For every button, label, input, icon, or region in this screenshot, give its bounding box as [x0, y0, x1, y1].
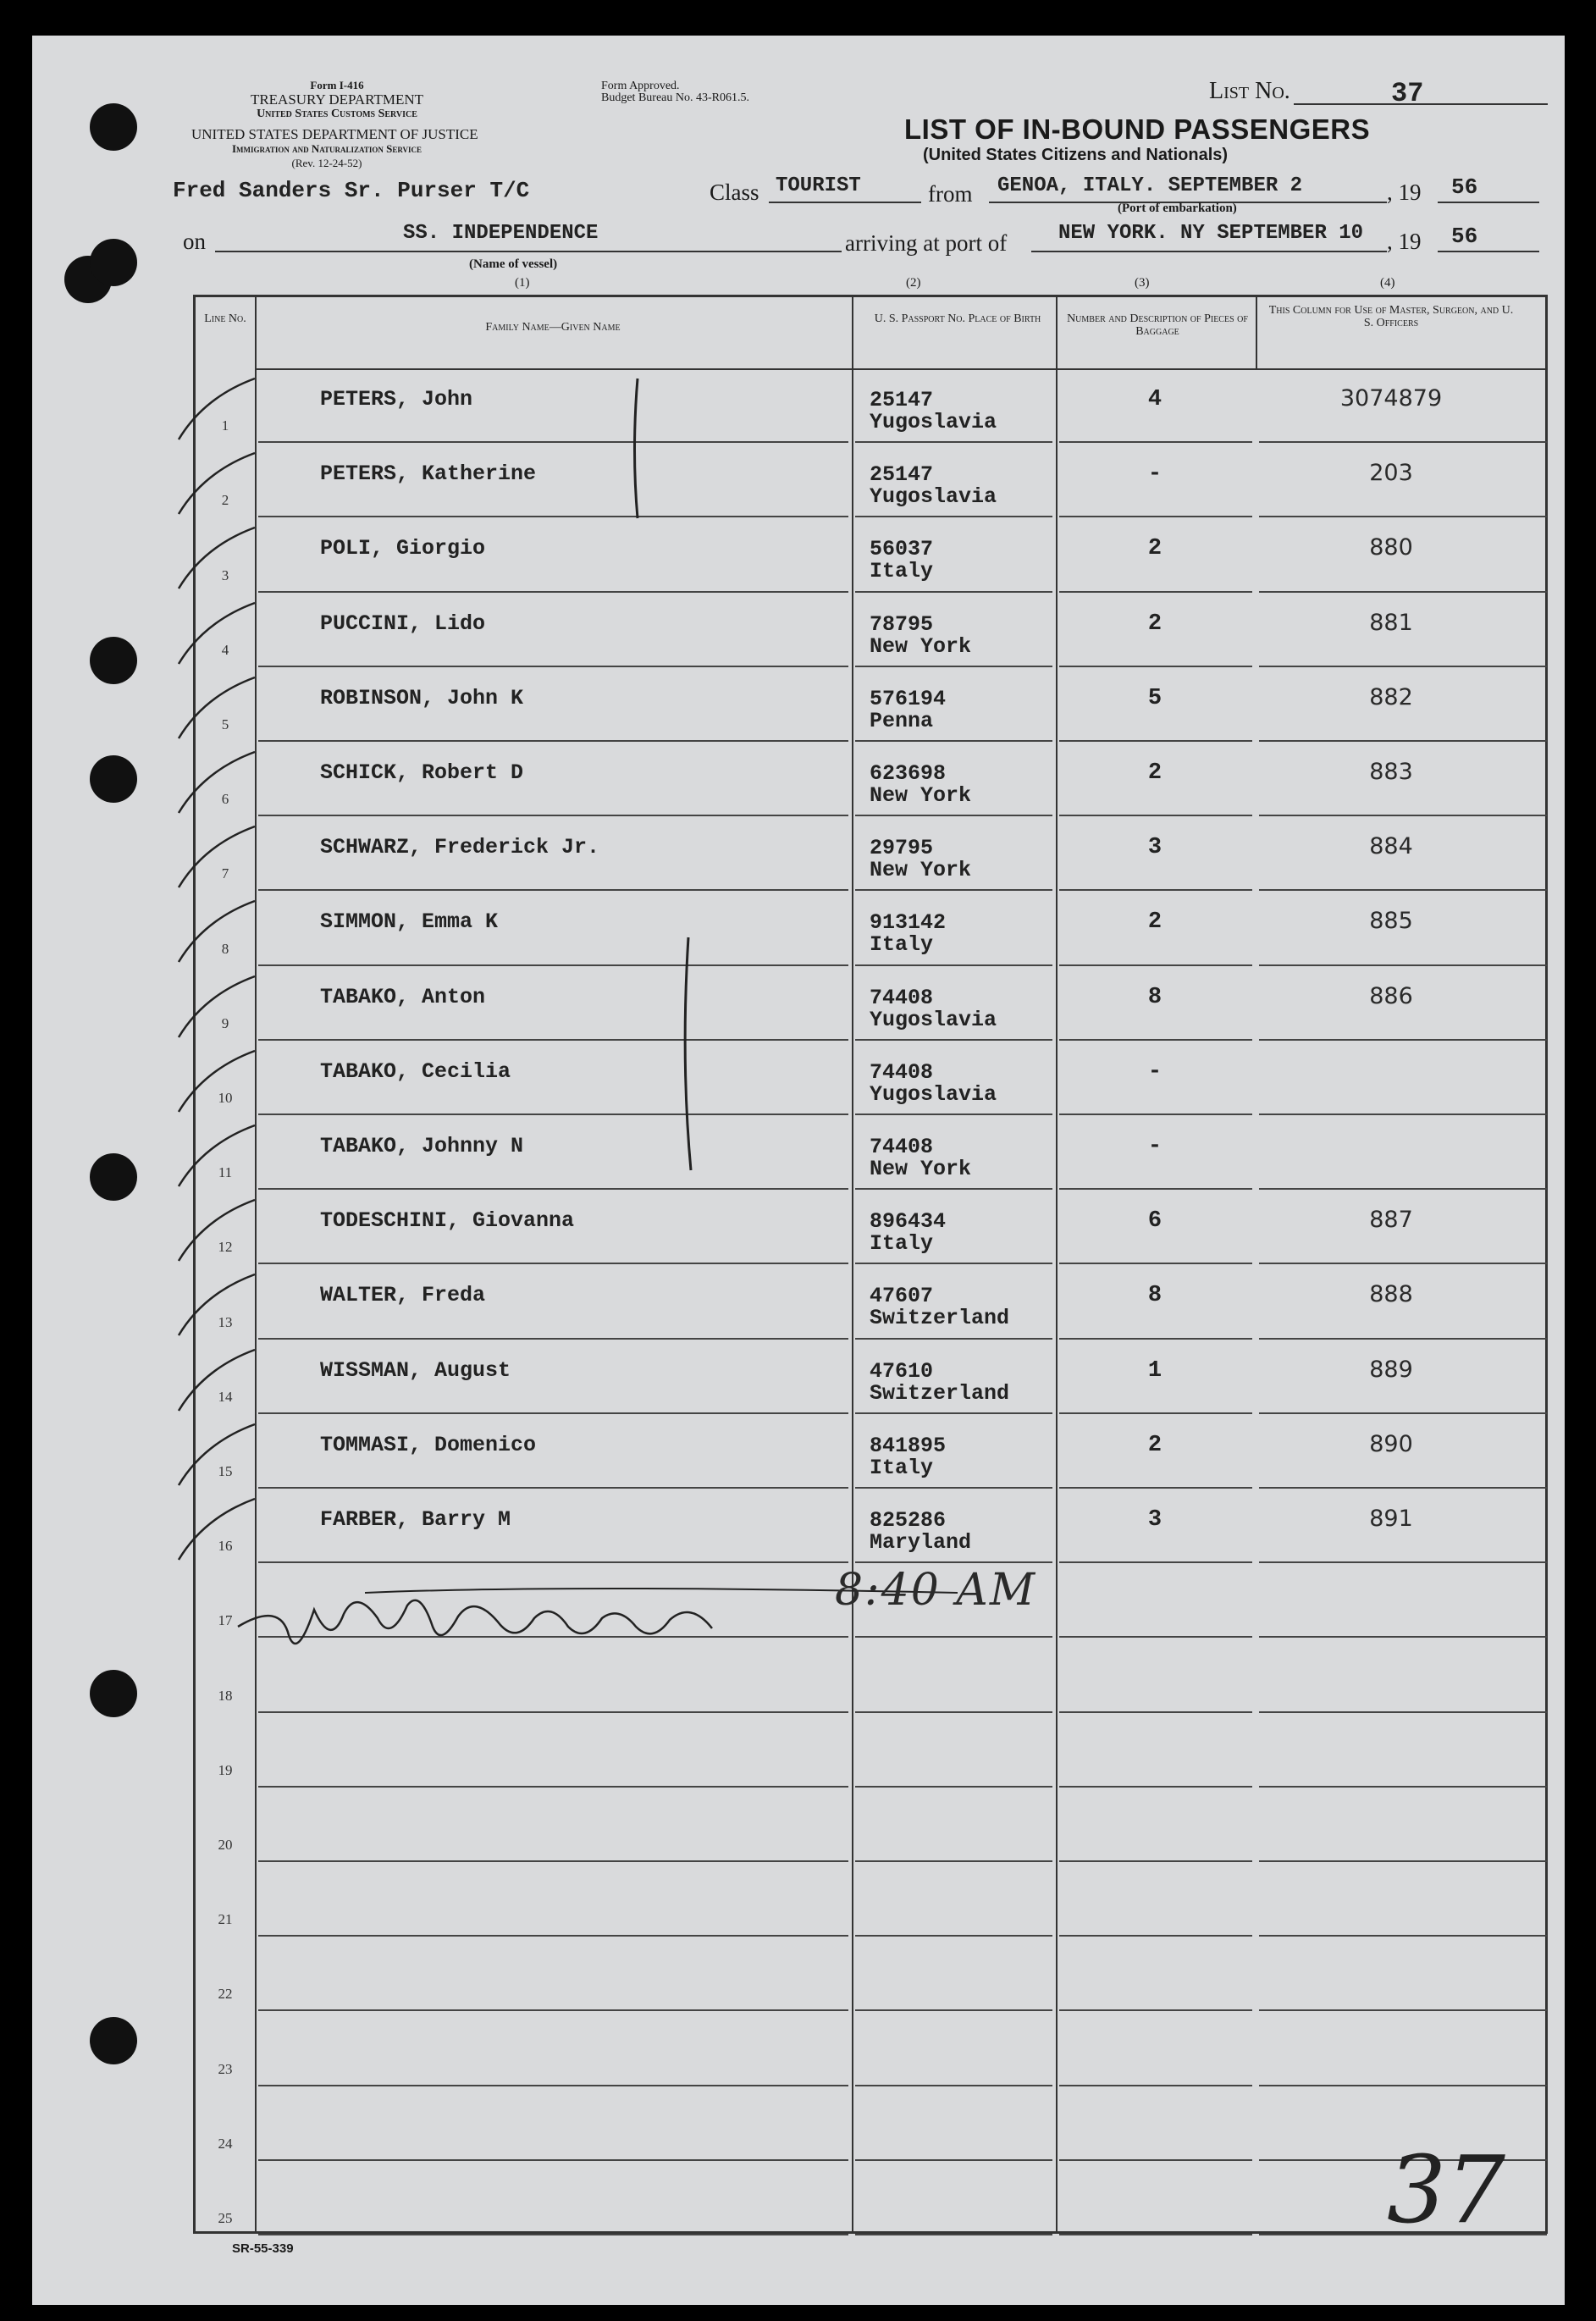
header-passport: U. S. Passport No. Place of Birth	[874, 312, 1041, 325]
binder-hole	[90, 1670, 137, 1717]
binder-hole	[90, 637, 137, 684]
passport-number: 841895	[870, 1433, 947, 1458]
passport-number: 74408	[870, 1059, 934, 1085]
justice-department: UNITED STATES DEPARTMENT OF JUSTICE	[191, 126, 478, 142]
officer-note: 882	[1369, 683, 1413, 710]
baggage-count: -	[1147, 461, 1162, 488]
passport-cell	[870, 464, 997, 508]
column-number-2: (2)	[906, 276, 921, 290]
birthplace: New York	[870, 783, 972, 808]
baggage-count: 2	[1147, 1432, 1162, 1458]
birthplace: Yugoslavia	[870, 1007, 997, 1032]
binder-hole	[90, 103, 137, 151]
vertical-bracket-mark	[625, 374, 650, 527]
baggage-count: 5	[1147, 685, 1162, 711]
passenger-name: TABAKO, Johnny N	[320, 1134, 524, 1158]
passport-cell	[870, 837, 971, 881]
table-row	[196, 1713, 1545, 1788]
vertical-bracket-mark	[676, 933, 701, 1179]
officer-note: 203	[1369, 460, 1413, 487]
table-row	[196, 2086, 1545, 2161]
form-approved: Form Approved.	[601, 80, 680, 92]
passenger-name: TABAKO, Anton	[320, 984, 486, 1009]
table-row	[196, 816, 1545, 891]
birthplace: Yugoslavia	[870, 484, 997, 510]
row-rule	[855, 2234, 1052, 2235]
passport-number: 56037	[870, 537, 934, 562]
table-row	[196, 667, 1545, 742]
table-row	[196, 742, 1545, 816]
table-row	[196, 443, 1545, 517]
birthplace: Yugoslavia	[870, 410, 997, 434]
table-row	[196, 593, 1545, 667]
header-family-name: Family Name—Given Name	[485, 321, 621, 334]
officer-note: 3074879	[1339, 385, 1443, 412]
table-row	[196, 1190, 1545, 1264]
passport-cell	[870, 1358, 1010, 1406]
list-no-value: 37	[1391, 78, 1424, 109]
check-mark	[170, 745, 263, 820]
column-number-1: (1)	[515, 276, 530, 290]
table-row	[196, 1264, 1545, 1339]
passenger-name: PETERS, Katherine	[320, 461, 537, 487]
customs-service: United States Customs Service	[257, 108, 417, 120]
passport-cell	[870, 1285, 1009, 1329]
baggage-count: 3	[1147, 835, 1162, 861]
passport-number: 913142	[870, 910, 947, 936]
passenger-name: SCHWARZ, Frederick Jr.	[320, 835, 600, 860]
table-row	[196, 2161, 1545, 2235]
vessel-name: SS. INDEPENDENCE	[403, 222, 599, 245]
birthplace: Switzerland	[870, 1306, 1010, 1331]
officer-note: 888	[1369, 1281, 1413, 1308]
header-line-no: Line No.	[204, 312, 246, 325]
passport-cell	[870, 1435, 946, 1479]
passport-cell	[870, 1510, 971, 1554]
check-mark	[170, 1343, 263, 1417]
officer-note: 886	[1369, 982, 1413, 1009]
officer-note: 890	[1369, 1430, 1413, 1457]
check-mark	[170, 1417, 263, 1492]
line-number: 11	[218, 1164, 233, 1181]
table-row	[196, 1340, 1545, 1414]
line-number: 4	[221, 641, 229, 658]
passenger-table	[193, 295, 1548, 2234]
line-number: 10	[218, 1089, 233, 1106]
header-officers: This Column for Use of Master, Surgeon, and U. S. Officers	[1268, 304, 1514, 329]
footer-form-code: SR-55-339	[232, 2241, 294, 2256]
arrival-year-prefix: , 19	[1387, 229, 1422, 254]
passenger-name: WISSMAN, August	[320, 1357, 511, 1383]
passport-number: 74408	[870, 985, 934, 1010]
check-mark	[170, 1492, 263, 1567]
check-mark	[170, 521, 263, 595]
baggage-count: -	[1147, 1058, 1162, 1085]
budget-bureau: Budget Bureau No. 43-R061.5.	[601, 91, 749, 104]
row-rule	[1059, 2234, 1252, 2235]
page-title: LIST OF IN-BOUND PASSENGERS	[904, 113, 1371, 145]
column-number-4: (4)	[1380, 276, 1395, 290]
line-number: 17	[218, 1612, 233, 1629]
column-number-3: (3)	[1135, 276, 1150, 290]
check-mark	[170, 1193, 263, 1268]
baggage-count: 3	[1147, 1507, 1162, 1533]
line-number: 14	[218, 1388, 233, 1405]
officer-note: 881	[1369, 609, 1413, 636]
birthplace: New York	[870, 1157, 972, 1181]
passenger-name: PUCCINI, Lido	[320, 611, 486, 636]
line-number: 16	[218, 1538, 233, 1555]
passport-number: 74408	[870, 1135, 934, 1159]
time-note: 8:40 AM	[835, 1565, 1037, 1616]
line-number: 3	[221, 566, 229, 583]
officer-note: 883	[1369, 759, 1413, 785]
binder-hole	[90, 1153, 137, 1201]
line-number: 6	[221, 791, 229, 808]
table-row	[196, 1414, 1545, 1489]
check-mark	[170, 1044, 263, 1119]
birthplace: New York	[870, 633, 972, 659]
passport-cell	[870, 1136, 971, 1180]
passport-cell	[870, 987, 997, 1031]
baggage-count: 8	[1147, 984, 1162, 1010]
passport-number: 25147	[870, 462, 934, 488]
line-number: 21	[218, 1911, 233, 1928]
officer-note: 889	[1369, 1356, 1413, 1383]
header-agency-block	[185, 78, 489, 121]
line-number: 20	[218, 1836, 233, 1853]
officer-note: 880	[1369, 534, 1413, 561]
passenger-name: SCHICK, Robert D	[320, 760, 524, 785]
table-row	[196, 1862, 1545, 1937]
table-row	[196, 368, 1545, 443]
baggage-count: 2	[1147, 909, 1162, 936]
table-row	[196, 2011, 1545, 2086]
embarkation-value: GENOA, ITALY. SEPTEMBER 2	[997, 174, 1303, 197]
check-mark	[170, 372, 263, 446]
col-divider	[1256, 297, 1257, 368]
baggage-count: 8	[1147, 1283, 1162, 1309]
page-subtitle: (United States Citizens and Nationals)	[923, 146, 1229, 164]
baggage-count: 2	[1147, 611, 1162, 637]
baggage-count: 4	[1147, 387, 1162, 412]
passport-number: 47610	[870, 1358, 934, 1384]
passenger-name: TABAKO, Cecilia	[320, 1058, 511, 1084]
arrival-year: 56	[1451, 224, 1478, 249]
passport-number: 78795	[870, 611, 934, 637]
ins-service: Immigration and Naturalization Service	[231, 142, 422, 155]
table-row	[196, 1489, 1545, 1563]
manifest-page	[32, 36, 1565, 2305]
birthplace: Italy	[870, 559, 934, 584]
list-no-label: List No.	[1209, 78, 1290, 104]
passport-number: 576194	[870, 686, 947, 711]
check-mark	[170, 671, 263, 745]
table-row	[196, 891, 1545, 965]
row-rule	[258, 2234, 848, 2235]
officer-note: 884	[1369, 833, 1413, 860]
line-number: 9	[221, 1014, 229, 1031]
check-mark	[170, 1268, 263, 1342]
binder-hole	[90, 239, 137, 286]
line-number: 15	[218, 1462, 233, 1479]
line-number: 19	[218, 1761, 233, 1778]
baggage-count: 1	[1147, 1357, 1162, 1384]
line-number: 12	[218, 1239, 233, 1256]
line-number: 13	[218, 1313, 233, 1330]
binder-hole	[90, 2017, 137, 2064]
baggage-count: -	[1147, 1134, 1162, 1159]
passport-cell	[870, 763, 971, 807]
on-label: on	[183, 229, 206, 254]
birthplace: Italy	[870, 1231, 934, 1257]
passport-cell	[870, 688, 946, 732]
passenger-name: FARBER, Barry M	[320, 1507, 511, 1532]
check-mark	[170, 1119, 263, 1193]
form-id: Form I-416	[310, 79, 364, 91]
passenger-name: TODESCHINI, Giovanna	[320, 1208, 575, 1234]
purser-name: Fred Sanders Sr. Purser T/C	[173, 178, 530, 203]
table-row	[196, 966, 1545, 1041]
officer-note: 885	[1369, 908, 1413, 935]
passenger-name: POLI, Giorgio	[320, 536, 486, 561]
check-mark	[170, 446, 263, 521]
passenger-name: TOMMASI, Domenico	[320, 1432, 537, 1457]
passport-cell	[870, 390, 997, 434]
baggage-count: 2	[1147, 536, 1162, 562]
passport-number: 825286	[870, 1508, 947, 1533]
officer-note: 887	[1369, 1207, 1413, 1234]
line-number: 1	[221, 417, 229, 434]
treasury-department: TREASURY DEPARTMENT	[250, 91, 424, 108]
line-number: 23	[218, 2060, 233, 2077]
passenger-name: PETERS, John	[320, 387, 473, 412]
line-number: 8	[221, 940, 229, 957]
passport-number: 47607	[870, 1284, 934, 1309]
from-year: 56	[1451, 174, 1478, 200]
table-row	[196, 1937, 1545, 2011]
form-revision: (Rev. 12-24-52)	[291, 157, 362, 169]
officer-note: 891	[1369, 1506, 1413, 1532]
passport-cell	[870, 611, 972, 659]
birthplace: New York	[870, 858, 972, 883]
birthplace: Maryland	[870, 1530, 972, 1555]
birthplace: Italy	[870, 932, 934, 958]
passport-number: 25147	[870, 388, 934, 412]
passenger-name: ROBINSON, John K	[320, 685, 524, 710]
baggage-count: 6	[1147, 1208, 1162, 1235]
justice-block	[191, 126, 478, 170]
passport-cell	[870, 912, 946, 956]
class-value: TOURIST	[776, 174, 861, 197]
table-row	[196, 517, 1545, 592]
passport-number: 896434	[870, 1209, 947, 1235]
passenger-name: SIMMON, Emma K	[320, 909, 499, 935]
table-row	[196, 1788, 1545, 1862]
check-mark	[170, 596, 263, 671]
port-caption: (Port of embarkation)	[1118, 202, 1237, 215]
birthplace: Italy	[870, 1455, 934, 1480]
check-mark	[170, 970, 263, 1044]
arrival-value: NEW YORK. NY SEPTEMBER 10	[1058, 222, 1364, 245]
table-row	[196, 1041, 1545, 1115]
passenger-name: WALTER, Freda	[320, 1283, 486, 1308]
header-baggage: Number and Description of Pieces of Baggage	[1067, 312, 1248, 338]
line-number: 2	[221, 492, 229, 509]
birthplace: Penna	[870, 708, 934, 733]
line-number: 25	[218, 2209, 233, 2226]
arriving-label: arriving at port of	[845, 230, 1008, 256]
passport-number: 29795	[870, 836, 934, 861]
passport-cell	[870, 539, 933, 583]
vessel-caption: (Name of vessel)	[469, 257, 558, 271]
from-label: from	[928, 181, 973, 207]
from-year-prefix: , 19	[1387, 180, 1422, 205]
passport-cell	[870, 1059, 997, 1107]
line-number: 24	[218, 2135, 233, 2152]
handwritten-page-number: 37	[1387, 2136, 1505, 2244]
table-row	[196, 1115, 1545, 1190]
line-number: 5	[221, 716, 229, 732]
check-mark	[170, 820, 263, 894]
check-mark	[170, 894, 263, 969]
line-number: 7	[221, 865, 229, 882]
binder-hole	[90, 755, 137, 803]
baggage-count: 2	[1147, 760, 1162, 786]
passport-cell	[870, 1211, 946, 1255]
class-label: Class	[710, 180, 759, 205]
passport-number: 623698	[870, 761, 947, 786]
line-number: 22	[218, 1986, 233, 2003]
line-number: 18	[218, 1687, 233, 1704]
birthplace: Switzerland	[870, 1380, 1010, 1406]
birthplace: Yugoslavia	[870, 1081, 997, 1107]
